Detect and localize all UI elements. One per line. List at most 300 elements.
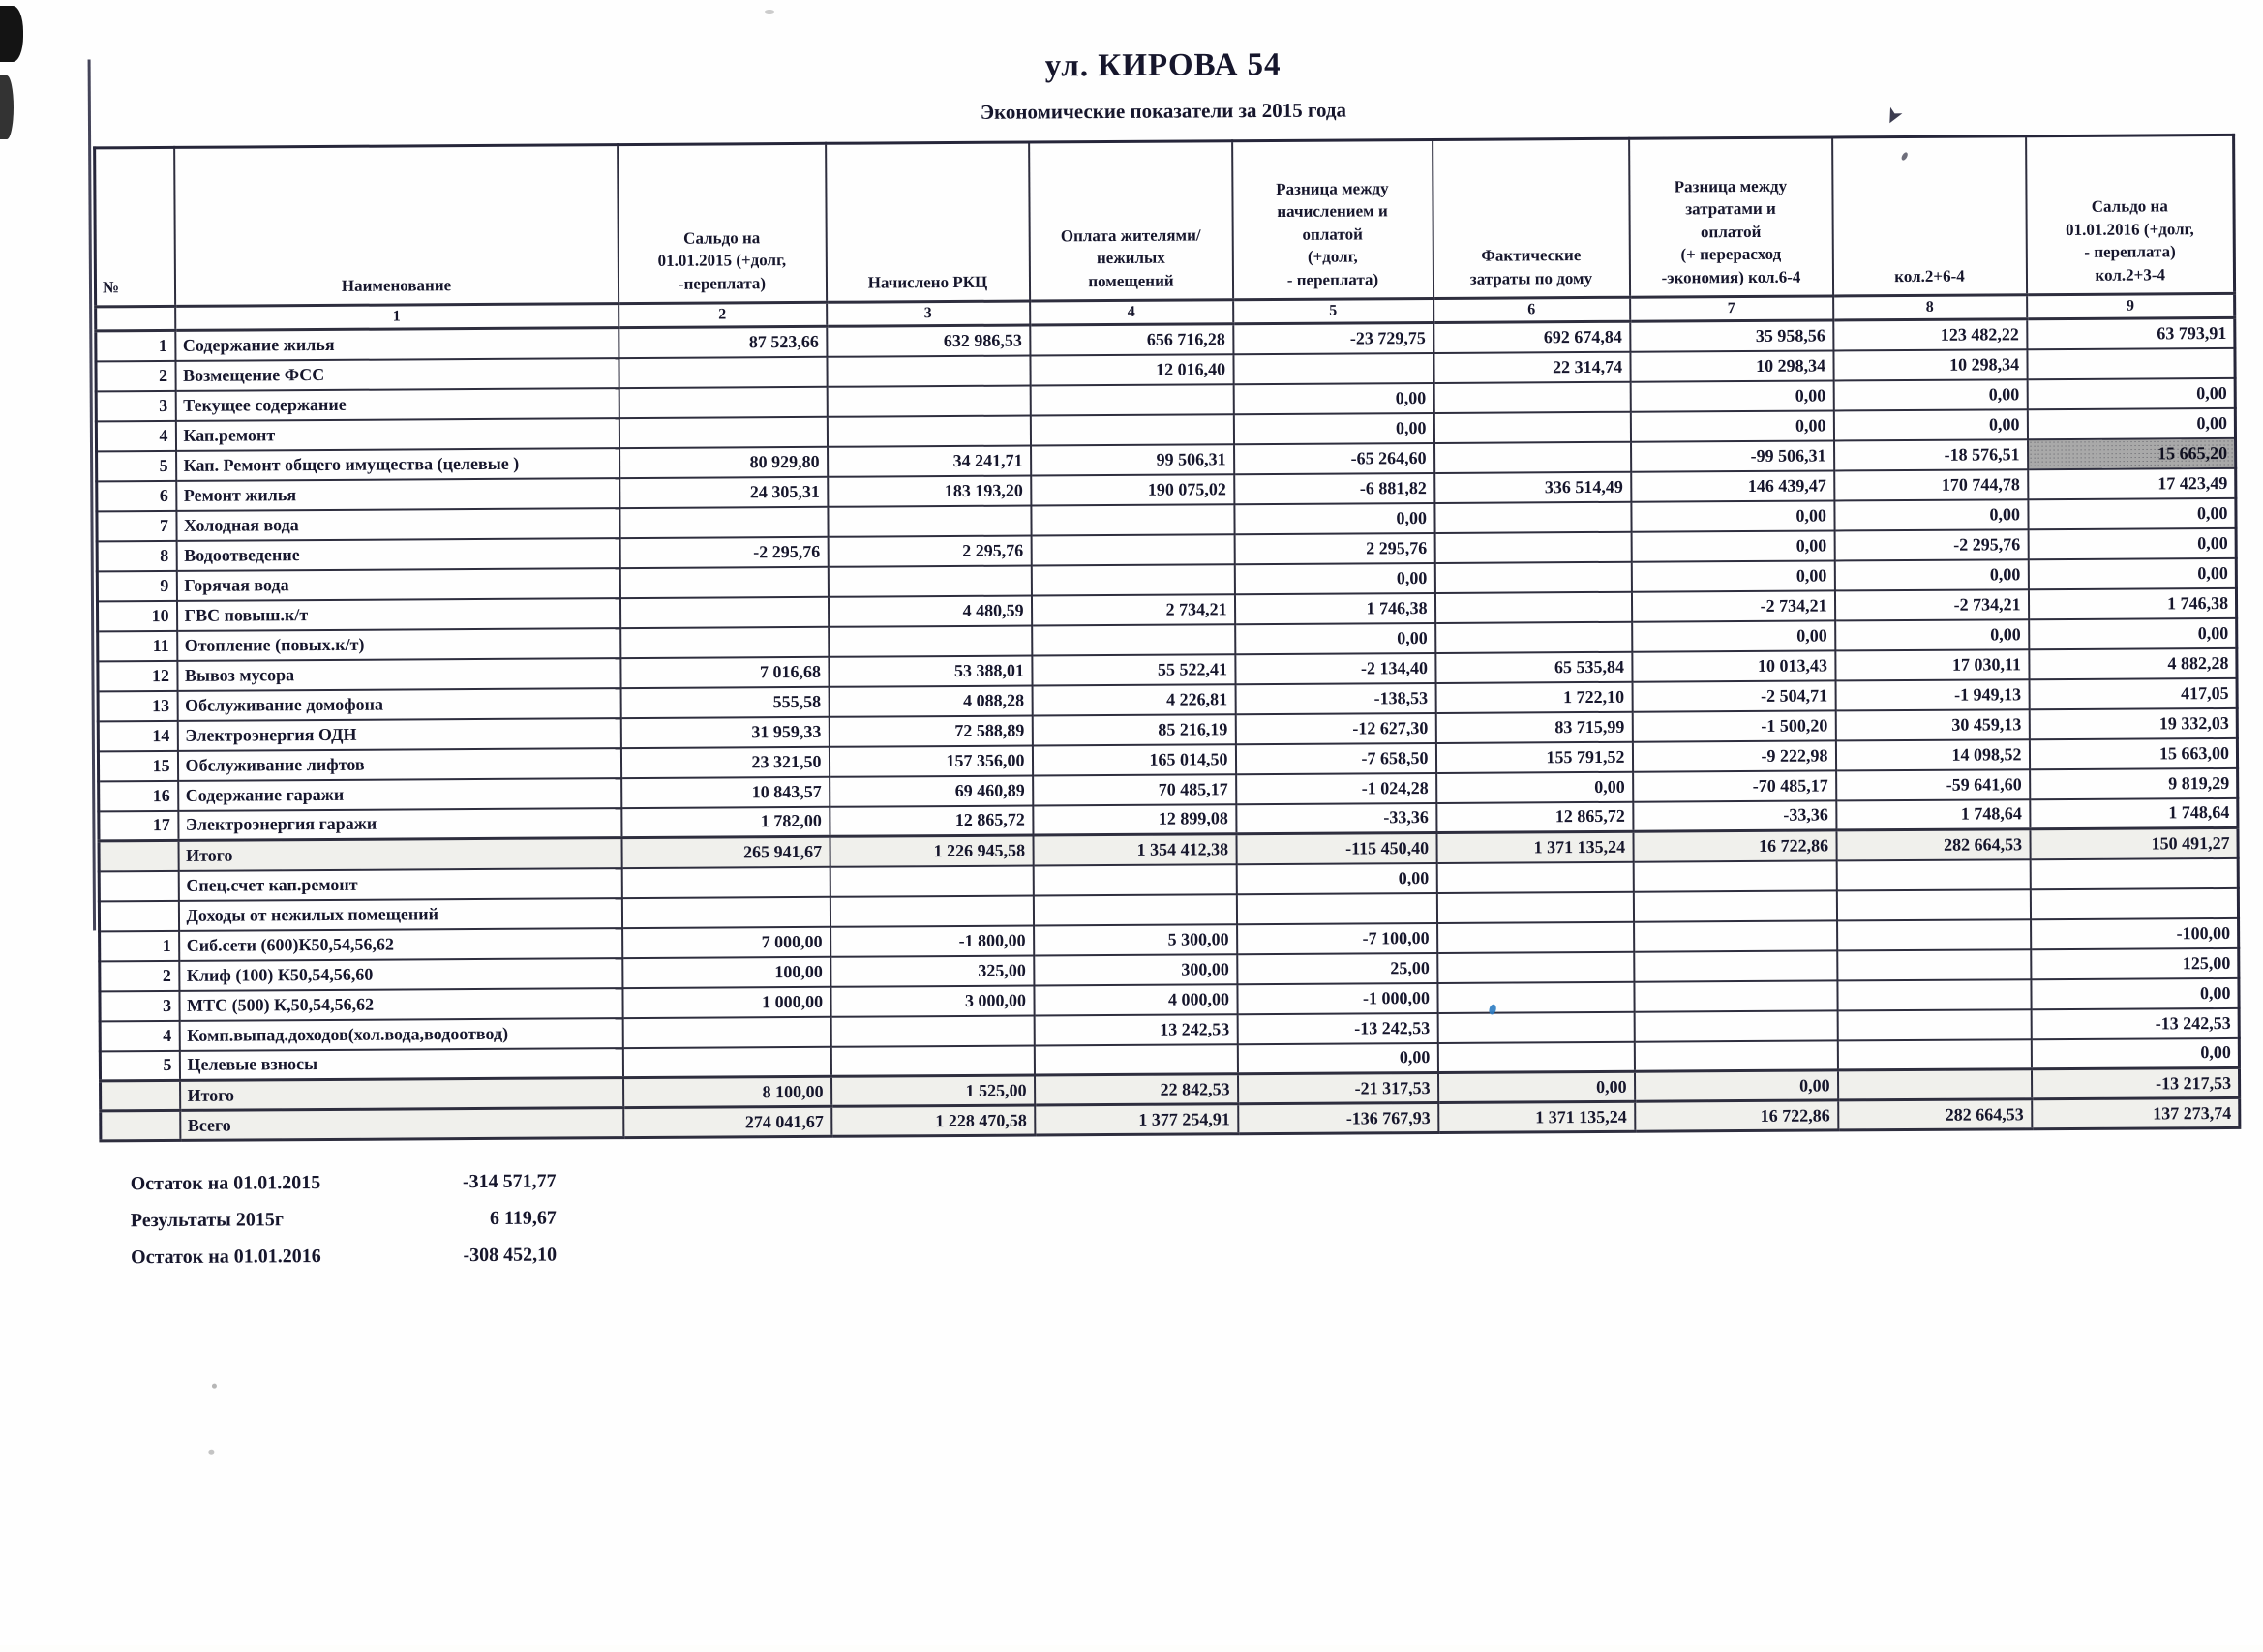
value-cell	[1837, 1039, 2031, 1070]
value-cell: -13 217,53	[2031, 1067, 2239, 1098]
value-cell: 0,00	[1834, 499, 2028, 530]
value-cell	[1434, 441, 1631, 472]
value-cell	[619, 416, 827, 447]
row-number-cell: 3	[100, 990, 179, 1021]
value-cell	[830, 895, 1033, 926]
row-name-cell: Электроэнергия ОДН	[177, 718, 620, 751]
value-cell	[622, 1046, 830, 1077]
value-cell: 17 423,49	[2028, 467, 2236, 498]
value-cell: 1 525,00	[831, 1075, 1035, 1106]
row-number-cell: 9	[97, 570, 176, 601]
value-cell: 0,00	[1436, 771, 1633, 802]
row-name-cell: Содержание жилья	[175, 328, 619, 361]
row-name-cell: Кап.ремонт	[175, 418, 619, 451]
value-cell: 87 523,66	[619, 326, 827, 357]
value-cell: 1 371 135,24	[1438, 1101, 1635, 1132]
row-number-cell: 16	[99, 780, 178, 811]
value-cell: -115 450,40	[1236, 832, 1436, 863]
value-cell	[619, 386, 827, 417]
col-number: 9	[2027, 293, 2235, 318]
value-cell: -2 504,71	[1632, 680, 1835, 711]
value-cell: 0,00	[1833, 379, 2027, 410]
value-cell	[1836, 859, 2030, 890]
row-number-cell: 5	[100, 1050, 179, 1081]
economic-indicators-table	[93, 134, 2241, 1142]
value-cell: 69 460,89	[830, 775, 1033, 806]
value-cell: 0,00	[1631, 560, 1834, 591]
col-number: 7	[1630, 296, 1833, 321]
value-cell: 15 663,00	[2029, 737, 2237, 768]
value-cell: 8 100,00	[623, 1076, 831, 1107]
value-cell: 170 744,78	[1834, 469, 2028, 500]
value-cell: 2 295,76	[828, 535, 1031, 566]
value-cell: 123 482,22	[1833, 319, 2027, 350]
row-name-cell: Всего	[180, 1108, 623, 1141]
value-cell: 80 929,80	[619, 446, 828, 477]
value-cell: -100,00	[2031, 917, 2239, 948]
row-number-cell: 8	[97, 540, 176, 571]
value-cell	[1434, 591, 1631, 622]
row-name-cell: Текущее содержание	[175, 388, 619, 421]
summary-row	[131, 1244, 634, 1283]
value-cell: 1 000,00	[622, 986, 830, 1017]
value-cell	[1434, 501, 1631, 532]
value-cell	[1633, 860, 1836, 891]
value-cell	[1837, 1069, 2031, 1100]
header-saldo-2015: Сальдо на 01.01.2015 (+долг, -переплата)	[618, 143, 827, 303]
value-cell	[1437, 921, 1634, 952]
value-cell: -138,53	[1235, 682, 1435, 713]
value-cell	[1837, 979, 2031, 1010]
value-cell: 0,00	[2027, 377, 2235, 408]
table-body	[96, 317, 2240, 1140]
row-number-cell: 1	[100, 930, 179, 961]
value-cell: 282 664,53	[1838, 1099, 2032, 1130]
value-cell: -2 295,76	[1834, 529, 2028, 560]
value-cell	[827, 385, 1030, 416]
row-number-cell: 10	[97, 600, 176, 631]
value-cell	[1634, 980, 1837, 1011]
value-cell	[1836, 889, 2030, 920]
value-cell: 16 722,86	[1635, 1100, 1838, 1131]
value-cell: 9 819,29	[2030, 767, 2238, 798]
col-number: 8	[1833, 295, 2027, 320]
scan-mark: ➤	[1879, 103, 1909, 131]
value-cell	[1436, 861, 1633, 892]
value-cell: -33,36	[1633, 800, 1836, 831]
value-cell: 692 674,84	[1433, 321, 1630, 352]
value-cell: 190 075,02	[1031, 474, 1234, 505]
row-name-cell: Холодная вода	[176, 508, 619, 541]
col-number: 6	[1433, 297, 1630, 322]
value-cell	[1032, 624, 1235, 655]
value-cell	[621, 866, 830, 897]
value-cell: 19 332,03	[2029, 707, 2237, 738]
summary-row	[131, 1170, 634, 1210]
value-cell: 0,00	[1833, 409, 2027, 440]
value-cell: 83 715,99	[1435, 711, 1632, 742]
value-cell	[1030, 384, 1233, 415]
value-cell: 1 782,00	[621, 806, 830, 837]
value-cell: 22 842,53	[1034, 1074, 1237, 1105]
value-cell: 30 459,13	[1835, 709, 2029, 740]
value-cell	[1634, 1010, 1837, 1041]
value-cell: 65 535,84	[1435, 651, 1632, 682]
row-number-cell: 12	[98, 660, 177, 691]
value-cell	[1034, 1044, 1237, 1075]
row-number-cell: 2	[96, 360, 175, 391]
value-cell: 1 371 135,24	[1436, 831, 1633, 862]
value-cell	[1837, 1009, 2031, 1040]
value-cell: 7 000,00	[622, 926, 830, 957]
value-cell: 0,00	[1632, 620, 1835, 651]
value-cell: -21 317,53	[1237, 1072, 1437, 1103]
value-cell: 4 000,00	[1034, 984, 1237, 1015]
value-cell	[1236, 892, 1436, 923]
value-cell: 0,00	[1233, 412, 1433, 443]
value-cell: 0,00	[2028, 497, 2236, 528]
value-cell: 1 377 254,91	[1035, 1104, 1238, 1135]
value-cell: -1 000,00	[1237, 982, 1437, 1013]
row-number-cell	[101, 1080, 180, 1111]
row-number-cell: 14	[98, 720, 177, 751]
value-cell: -136 767,93	[1238, 1102, 1438, 1133]
value-cell: 0,00	[2028, 557, 2236, 588]
page-title: ул. КИРОВА 54	[1044, 46, 1282, 84]
value-cell: 0,00	[1631, 530, 1834, 561]
row-number-cell	[99, 840, 178, 871]
value-cell: 34 241,71	[828, 445, 1031, 476]
value-cell: 417,05	[2029, 677, 2237, 708]
value-cell: -1 800,00	[830, 925, 1034, 956]
summary-label: Результаты 2015г	[130, 1209, 285, 1232]
value-cell	[830, 865, 1033, 896]
value-cell: 0,00	[1233, 382, 1433, 413]
value-cell: -70 485,17	[1633, 770, 1836, 801]
value-cell: -2 734,21	[1631, 590, 1834, 621]
value-cell: 12 899,08	[1033, 804, 1236, 835]
value-cell: 10 013,43	[1632, 650, 1835, 681]
row-number-cell: 4	[96, 420, 175, 451]
value-cell	[2027, 347, 2235, 378]
value-cell	[1031, 564, 1234, 595]
value-cell: 656 716,28	[1030, 324, 1233, 355]
value-cell	[622, 1016, 830, 1047]
value-cell: 4 088,28	[829, 685, 1032, 716]
col-number: 1	[175, 304, 619, 331]
value-cell: 300,00	[1034, 954, 1237, 985]
row-name-cell: Электроэнергия гаражи	[178, 808, 621, 841]
value-cell	[1437, 1011, 1634, 1042]
row-name-cell: Водоотведение	[176, 538, 619, 571]
row-name-cell: Итого	[178, 838, 621, 871]
value-cell	[1433, 381, 1630, 412]
value-cell: 325,00	[830, 955, 1034, 986]
value-cell	[1437, 1041, 1634, 1072]
value-cell: -99 506,31	[1631, 440, 1834, 471]
value-cell	[1634, 920, 1837, 951]
value-cell: 31 959,33	[620, 716, 829, 747]
value-cell: 150 491,27	[2030, 827, 2238, 858]
value-cell: 2 734,21	[1031, 594, 1234, 625]
value-cell: 0,00	[1835, 619, 2029, 650]
value-cell	[1634, 1040, 1837, 1071]
value-cell: 0,00	[1437, 1071, 1634, 1102]
value-cell	[1837, 949, 2031, 980]
value-cell: 55 522,41	[1032, 654, 1235, 685]
value-cell: 0,00	[2031, 1037, 2239, 1068]
summary-label: Остаток на 01.01.2016	[131, 1246, 321, 1269]
value-cell: 85 216,19	[1032, 714, 1235, 745]
value-cell: 1 748,64	[2030, 797, 2238, 828]
value-cell	[619, 356, 827, 387]
col-number: 3	[827, 301, 1030, 326]
col-number: 5	[1233, 298, 1433, 323]
value-cell: 282 664,53	[1836, 829, 2030, 860]
header-name: Наименование	[174, 145, 619, 307]
value-cell: -9 222,98	[1632, 740, 1835, 771]
value-cell: 12 016,40	[1030, 354, 1233, 385]
value-cell: 1 722,10	[1435, 681, 1632, 712]
value-cell: -33,36	[1236, 802, 1436, 833]
value-cell: -7 658,50	[1235, 742, 1435, 773]
value-cell: 165 014,50	[1032, 744, 1235, 775]
row-number-cell	[99, 900, 178, 931]
value-cell: 99 506,31	[1031, 444, 1234, 475]
value-cell	[1437, 981, 1634, 1012]
value-cell	[619, 596, 828, 627]
value-cell	[1033, 864, 1236, 895]
value-cell: 10 298,34	[1833, 349, 2027, 380]
value-cell: 137 273,74	[2032, 1097, 2240, 1128]
row-name-cell: Возмещение ФСС	[175, 358, 619, 391]
row-number-cell	[99, 870, 178, 901]
value-cell: -23 729,75	[1233, 322, 1433, 353]
value-cell	[829, 625, 1032, 656]
value-cell	[1031, 504, 1234, 535]
value-cell: 0,00	[1834, 559, 2028, 590]
value-cell	[827, 355, 1030, 386]
value-cell: 25,00	[1237, 952, 1437, 983]
value-cell	[830, 1045, 1034, 1076]
value-cell	[1435, 621, 1632, 652]
value-cell: 4 882,28	[2029, 647, 2237, 678]
row-name-cell: Отопление (повых.к/т)	[177, 628, 620, 661]
value-cell: 0,00	[1234, 562, 1434, 593]
row-number-cell: 4	[100, 1020, 179, 1051]
value-cell	[2030, 887, 2238, 918]
value-cell	[1436, 891, 1633, 922]
value-cell: 7 016,68	[620, 656, 829, 687]
value-cell: 0,00	[1234, 502, 1434, 533]
value-cell: -1 500,20	[1632, 710, 1835, 741]
value-cell: 0,00	[1237, 1042, 1437, 1073]
page-subtitle: Экономические показатели за 2015 года	[980, 98, 1347, 124]
header-nachisleno-rkc: Начислено РКЦ	[826, 142, 1030, 302]
row-number-cell: 7	[97, 510, 176, 541]
header-raznica-zatraty: Разница между затратами и оплатой (+ перерасход -экономия) кол.6-4	[1629, 137, 1833, 297]
value-cell: 1 226 945,58	[830, 835, 1033, 866]
value-cell: 13 242,53	[1034, 1014, 1237, 1045]
value-cell	[1437, 951, 1634, 982]
value-cell: -12 627,30	[1235, 712, 1435, 743]
value-cell: 146 439,47	[1631, 470, 1834, 501]
value-cell: 4 226,81	[1032, 684, 1235, 715]
value-cell: 15 665,20	[2028, 437, 2236, 468]
value-cell: 3 000,00	[830, 985, 1034, 1016]
row-name-cell: Комп.выпад.доходов(хол.вода,водоотвод)	[179, 1018, 622, 1051]
row-number-cell	[101, 1110, 180, 1141]
value-cell	[1033, 894, 1236, 925]
row-name-cell: Итого	[180, 1078, 623, 1111]
row-number-cell: 3	[96, 390, 175, 421]
summary-value: -314 571,77	[462, 1170, 557, 1193]
value-cell: -1 949,13	[1835, 679, 2029, 710]
col-number-empty	[96, 306, 175, 331]
scan-speck	[212, 1384, 217, 1389]
value-cell: 0,00	[1634, 1070, 1837, 1101]
value-cell	[830, 1015, 1034, 1046]
value-cell: 100,00	[622, 956, 830, 987]
row-name-cell: Обслуживание лифтов	[177, 748, 620, 781]
value-cell: -6 881,82	[1234, 472, 1434, 503]
row-name-cell: Ремонт жилья	[176, 478, 619, 511]
value-cell	[828, 505, 1031, 536]
row-name-cell: Клиф (100) К50,54,56,60	[179, 958, 622, 991]
value-cell: 17 030,11	[1835, 649, 2029, 680]
value-cell: 157 356,00	[829, 745, 1032, 776]
summary-block	[131, 1170, 635, 1283]
row-number-cell: 17	[99, 810, 178, 841]
row-name-cell: Спец.счет кап.ремонт	[178, 868, 621, 901]
value-cell	[1634, 950, 1837, 981]
value-cell	[620, 626, 829, 657]
value-cell: -2 734,21	[1834, 589, 2028, 620]
value-cell: 12 865,72	[830, 805, 1033, 836]
row-number-cell: 2	[100, 960, 179, 991]
value-cell	[1434, 561, 1631, 592]
value-cell	[621, 896, 830, 927]
value-cell	[1633, 890, 1836, 921]
value-cell: 53 388,01	[829, 655, 1032, 686]
row-number-cell: 15	[98, 750, 177, 781]
table-header-row	[95, 135, 2235, 306]
value-cell: 63 793,91	[2027, 317, 2235, 348]
value-cell: 70 485,17	[1033, 774, 1236, 805]
row-name-cell: Горячая вода	[176, 568, 619, 601]
value-cell: 0,00	[2028, 527, 2236, 558]
value-cell: 0,00	[2031, 977, 2239, 1008]
row-name-cell: Кап. Ремонт общего имущества (целевые )	[176, 448, 619, 481]
value-cell: 4 480,59	[828, 595, 1031, 626]
value-cell: -2 295,76	[619, 536, 828, 567]
value-cell: 0,00	[1630, 410, 1833, 441]
row-name-cell: Содержание гаражи	[178, 778, 621, 811]
value-cell: -59 641,60	[1836, 769, 2030, 800]
value-cell	[1434, 531, 1631, 562]
value-cell: 0,00	[2029, 617, 2237, 648]
value-cell: 24 305,31	[619, 476, 828, 507]
value-cell: 23 321,50	[620, 746, 829, 777]
header-kol-2-6-4: кол.2+6-4	[1832, 136, 2027, 296]
value-cell: -18 576,51	[1834, 439, 2028, 470]
row-name-cell: ГВС повыш.к/т	[176, 598, 619, 631]
header-saldo-2016: Сальдо на 01.01.2016 (+долг, - переплата) кол.2+3-4	[2026, 135, 2235, 294]
value-cell: 12 865,72	[1436, 801, 1633, 832]
value-cell: 0,00	[1631, 500, 1834, 531]
value-cell: 0,00	[1235, 622, 1435, 653]
value-cell	[1233, 352, 1433, 383]
value-cell: 1 228 470,58	[831, 1105, 1035, 1136]
value-cell: 10 843,57	[621, 776, 830, 807]
row-number-cell: 1	[96, 330, 175, 361]
header-num: №	[95, 147, 175, 306]
value-cell: -2 134,40	[1235, 652, 1435, 683]
col-number: 2	[619, 302, 827, 327]
row-name-cell: Сиб.сети (600)К50,54,56,62	[179, 928, 622, 961]
value-cell: 336 514,49	[1434, 471, 1631, 502]
row-number-cell: 5	[97, 450, 176, 481]
value-cell: -13 242,53	[2031, 1007, 2239, 1038]
header-oplata: Оплата жителями/ нежилых помещений	[1029, 141, 1233, 301]
value-cell: 0,00	[1236, 862, 1436, 893]
value-cell: -13 242,53	[1237, 1012, 1437, 1043]
row-name-cell: Вывоз мусора	[177, 658, 620, 691]
value-cell: 155 791,52	[1435, 741, 1632, 772]
value-cell: 72 588,89	[829, 715, 1032, 746]
value-cell: 35 958,56	[1630, 320, 1833, 351]
value-cell: 22 314,74	[1433, 351, 1630, 382]
value-cell	[1837, 919, 2031, 950]
value-cell: 0,00	[1630, 380, 1833, 411]
col-number: 4	[1030, 300, 1233, 325]
value-cell: 10 298,34	[1630, 350, 1833, 381]
summary-label: Остаток на 01.01.2015	[130, 1172, 321, 1195]
value-cell: 1 746,38	[1234, 592, 1434, 623]
value-cell: 1 746,38	[2028, 587, 2236, 618]
scan-speck	[208, 1450, 214, 1455]
value-cell: 632 986,53	[827, 325, 1030, 356]
value-cell	[619, 506, 828, 537]
value-cell: 125,00	[2031, 947, 2239, 978]
value-cell: -1 024,28	[1236, 772, 1436, 803]
row-name-cell: Целевые взносы	[179, 1048, 622, 1081]
summary-row	[131, 1207, 634, 1247]
row-name-cell: МТС (500) К,50,54,56,62	[179, 988, 622, 1021]
value-cell: 5 300,00	[1034, 924, 1237, 955]
value-cell	[1030, 414, 1233, 445]
header-fakt-zatraty: Фактические затраты по дому	[1433, 138, 1630, 298]
value-cell: -65 264,60	[1234, 442, 1434, 473]
row-number-cell: 11	[98, 630, 177, 661]
value-cell	[828, 565, 1031, 596]
value-cell: 2 295,76	[1234, 532, 1434, 563]
value-cell: 1 748,64	[1836, 799, 2030, 830]
row-name-cell: Доходы от нежилых помещений	[178, 898, 621, 931]
header-raznica-nachislenie: Разница между начислением и оплатой (+долг, - переплата)	[1232, 139, 1433, 299]
value-cell	[619, 566, 828, 597]
value-cell	[2030, 857, 2238, 888]
value-cell: 274 041,67	[623, 1106, 831, 1137]
row-number-cell: 13	[98, 690, 177, 721]
value-cell: 1 354 412,38	[1033, 834, 1236, 865]
value-cell: 16 722,86	[1633, 830, 1836, 861]
value-cell	[827, 415, 1030, 446]
value-cell: 265 941,67	[621, 836, 830, 867]
value-cell: 183 193,20	[828, 475, 1031, 506]
value-cell	[1433, 411, 1630, 442]
row-name-cell: Обслуживание домофона	[177, 688, 620, 721]
